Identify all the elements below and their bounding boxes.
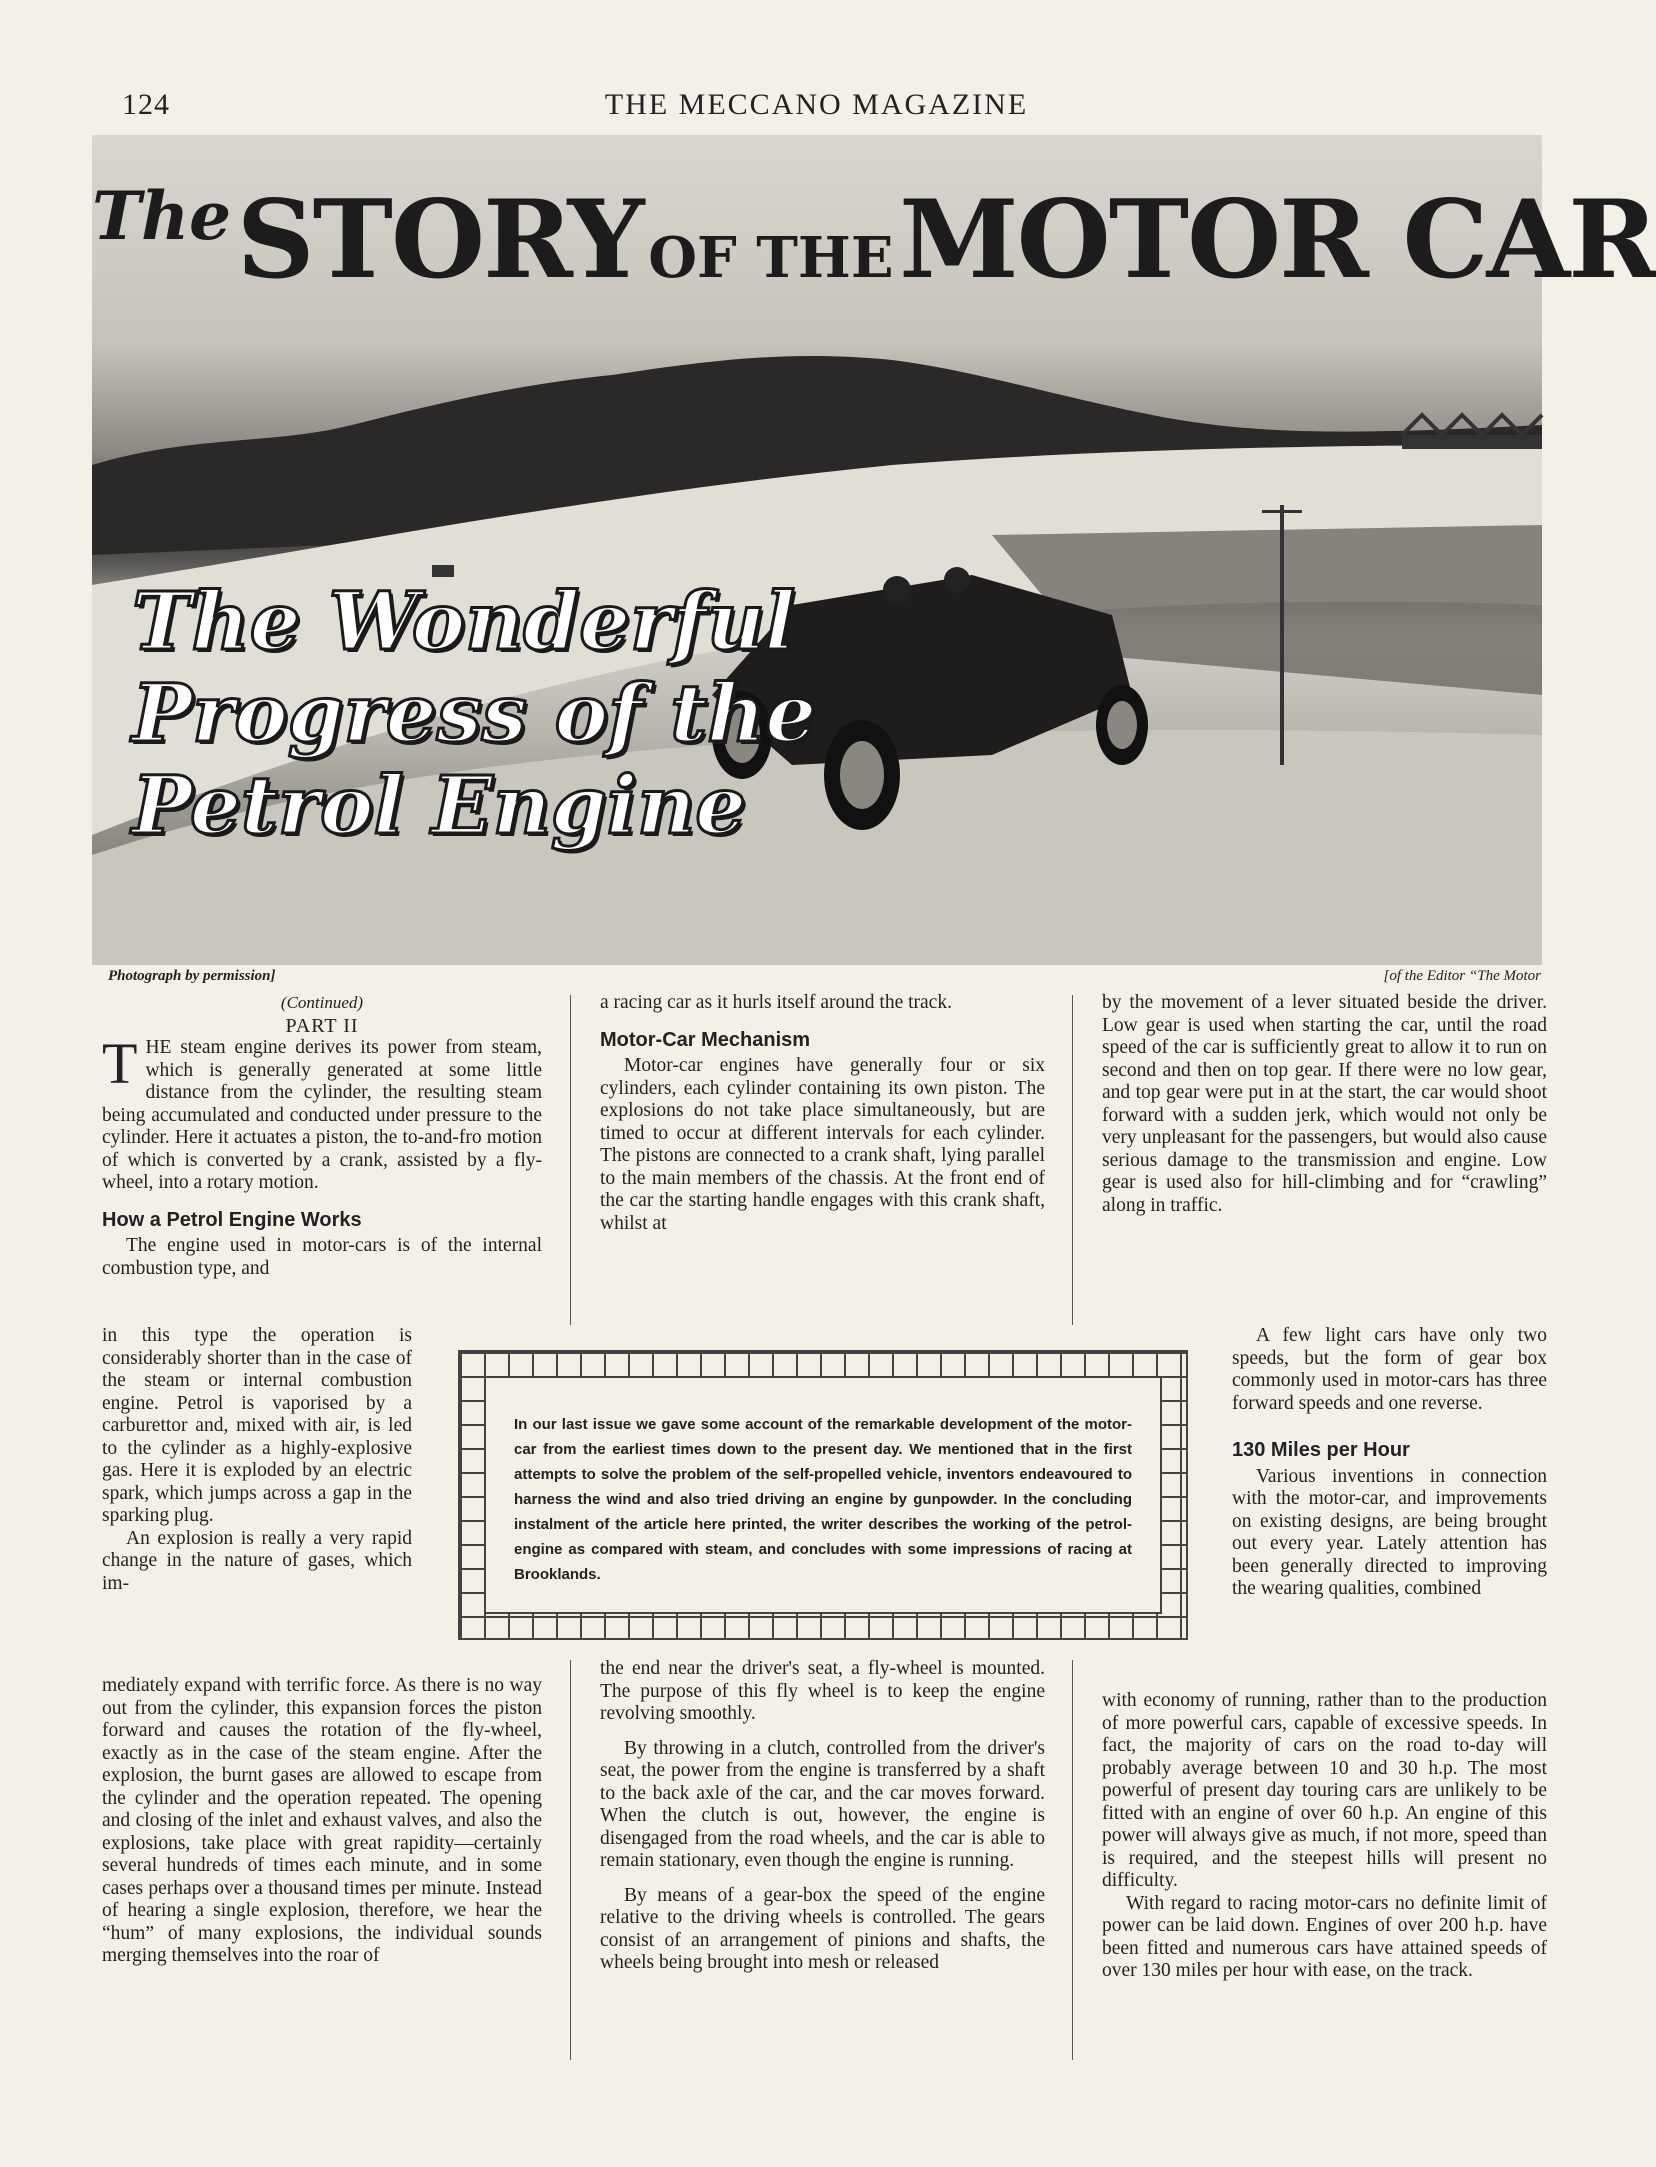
running-head: THE MECCANO MAGAZINE: [604, 88, 1029, 121]
column-rule-3: [570, 1660, 571, 2060]
continued-label: (Continued): [280, 993, 364, 1012]
heading-130-mph: 130 Miles per Hour: [1232, 1439, 1410, 1461]
column-2-bottom: [600, 1658, 1045, 1975]
part-label: PART II: [285, 1014, 359, 1037]
header-photograph: [92, 135, 1656, 965]
heading-mechanism: Motor-Car Mechanism: [600, 1028, 811, 1051]
photo-credit-left: Photograph by permission]: [108, 968, 276, 984]
paragraph-gearbox: By means of a gear-box the speed of the engine relative to the driving wheels is controlled. The gears consist of an arrangement of pinions and shafts, the wheels being brought into mesh or released: [600, 1884, 1045, 1973]
editorial-note-box: [458, 1350, 1188, 1640]
column-rule-4: [1072, 1660, 1073, 2060]
editorial-note-inner: [484, 1376, 1162, 1614]
paragraph-racing: With regard to racing motor-cars no definite limit of power can be laid down. Engines of over 200 h.p. have been fitted and numerous cars have attained speeds of over 130 miles per hour with ease, on the track.: [1102, 1892, 1547, 1981]
photo-credit-right: [of the Editor “The Motor: [1383, 968, 1541, 984]
title-story: STORY: [236, 177, 643, 303]
paragraph-explosion-a: An explosion is really a very rapid change in the nature of gases, which im-: [102, 1527, 412, 1594]
column-1-bottom: [102, 1675, 542, 1968]
page-number: 124: [122, 88, 170, 121]
paragraph-flywheel: the end near the driver's seat, a fly-wheel is mounted. The purpose of this fly wheel is to keep the engine revolving smoothly.: [600, 1658, 1045, 1724]
column-1-top: [102, 992, 542, 1280]
subtitle-line-1: The Wonderful: [132, 574, 796, 668]
editorial-note-text: In our last issue we gave some account of the remarkable development of the motor-car from the earliest times down to the present day. We mentioned that in the first attempts to solve the problem of the self-propelled vehicle, inventors endeavoured to harness the wind and also tried driving an engine by gunpowder. In the concluding instalment of the article here printed, the writer describes the working of the petrol-engine as compared with steam, and concludes with some impressions of racing at Brooklands.: [514, 1416, 1132, 1583]
heading-petrol-engine: How a Petrol Engine Works: [102, 1208, 362, 1231]
paragraph-petrol-b: in this type the operation is considerably shorter than in the case of the steam or internal combustion engine. Petrol is vaporised by a carburettor and, mixed with air, is led to the cylinder as a highly-explosive gas. Here it is exploded by an electric spark, which jumps across a gap in the sparking plug.: [102, 1325, 412, 1526]
title-of-the: OF THE: [648, 225, 894, 291]
paragraph-mechanism: Motor-car engines have generally four or six cylinders, each cylinder containing its own piston. The explosions do not take place simultaneously, but are timed to occur at different intervals for each cylinder. The pistons are connected to a crank shaft, lying parallel to the main members of the chassis. At the front end of the car the starting handle engages with this crank shaft, whilst at: [600, 1055, 1045, 1234]
paragraph-col3-top: by the movement of a lever situated beside the driver. Low gear is used when starting the car, until the road speed of the car is sufficiently great to allow it to run on second and then on top gear. If there were no low gear, and top gear were put in at the start, the car would shoot forward with a sudden jerk, which would not only be very unpleasant for the passengers, but would also cause serious damage to the transmission and engine. Low gear is used also for hill-climbing and for “crawling” along in traffic.: [1102, 992, 1547, 1216]
column-rule-1: [570, 995, 571, 1325]
title-motor-car: MOTOR CAR: [899, 177, 1656, 303]
bridge: [1402, 435, 1542, 449]
paragraph-petrol-a: The engine used in motor-cars is of the internal combustion type, and: [102, 1235, 542, 1279]
paragraph-130-b: with economy of running, rather than to the production of more powerful cars, capable of excessive speeds. In fact, the majority of cars on the road to-day will probably average between 10 and 30 h.p. The most powerful of present day touring cars are unlikely to be fitted with an engine of over 60 h.p. An engine of this power will always give as much, if not more, speed than is required, and the steepest hills will present no difficulty.: [1102, 1690, 1547, 1891]
paragraph-light-cars: A few light cars have only two speeds, but the form of gear box commonly used in motor-cars has three forward speeds and one reverse.: [1232, 1325, 1547, 1414]
column-2-top: [600, 992, 1045, 1235]
paragraph-explosion-b: mediately expand with terrific force. As there is no way out from the cylinder, this expansion forces the piston forward and causes the rotation of the fly-wheel, exactly as in the case of the steam engine. After the explosion, the burnt gases are allowed to escape from the cylinder and the operation repeated. The opening and closing of the inlet and exhaust valves, and also the explosions, take place with great rapidity—certainly several hundreds of times each minute, and in some cases perhaps over a thousand times per minute. Instead of hearing a single explosion, therefore, we hear the “hum” of many explosions, the individual sounds merging themselves into the roar of: [102, 1675, 542, 1966]
paragraph-col2-top: a racing car as it hurls itself around the track.: [600, 992, 952, 1013]
title-the: The: [92, 177, 232, 255]
column-3-top: [1102, 992, 1547, 1217]
intro-text: HE steam engine derives its power from steam, which is generally generated at some little distance from the cylinder, the resulting steam being accumulated and conducted under pressure to the cylinder. Here it actuates a piston, the to-and-fro motion of which is converted by a crank, assisted by a fly-wheel, into a rotary motion.: [102, 1037, 542, 1193]
column-rule-2: [1072, 995, 1073, 1325]
drop-cap: T: [102, 1031, 138, 1096]
subtitle-line-2: Progress of the: [132, 666, 817, 760]
paragraph-130-a: Various inventions in connection with the motor-car, and improvements on existing designs, are being brought out every year. Lately attention has been generally directed to improving the wearing qualities, combined: [1232, 1465, 1547, 1599]
column-3-bottom: [1102, 1690, 1547, 1983]
column-3-narrow: [1232, 1325, 1547, 1601]
paragraph-clutch: By throwing in a clutch, controlled from the driver's seat, the power from the engine is transferred by a shaft to the back axle of the car, and the car moves forward. When the clutch is out, however, the engine is disengaged from the road wheels, and the car is able to remain stationary, even though the engine is running.: [600, 1737, 1045, 1871]
telegraph-pole: [1280, 505, 1284, 765]
column-1-narrow: [102, 1325, 412, 1595]
intro-paragraph: [102, 1031, 542, 1195]
article-title: [92, 177, 1656, 303]
subtitle-line-3: Petrol Engine: [132, 758, 747, 852]
article-subtitle: [132, 575, 832, 851]
